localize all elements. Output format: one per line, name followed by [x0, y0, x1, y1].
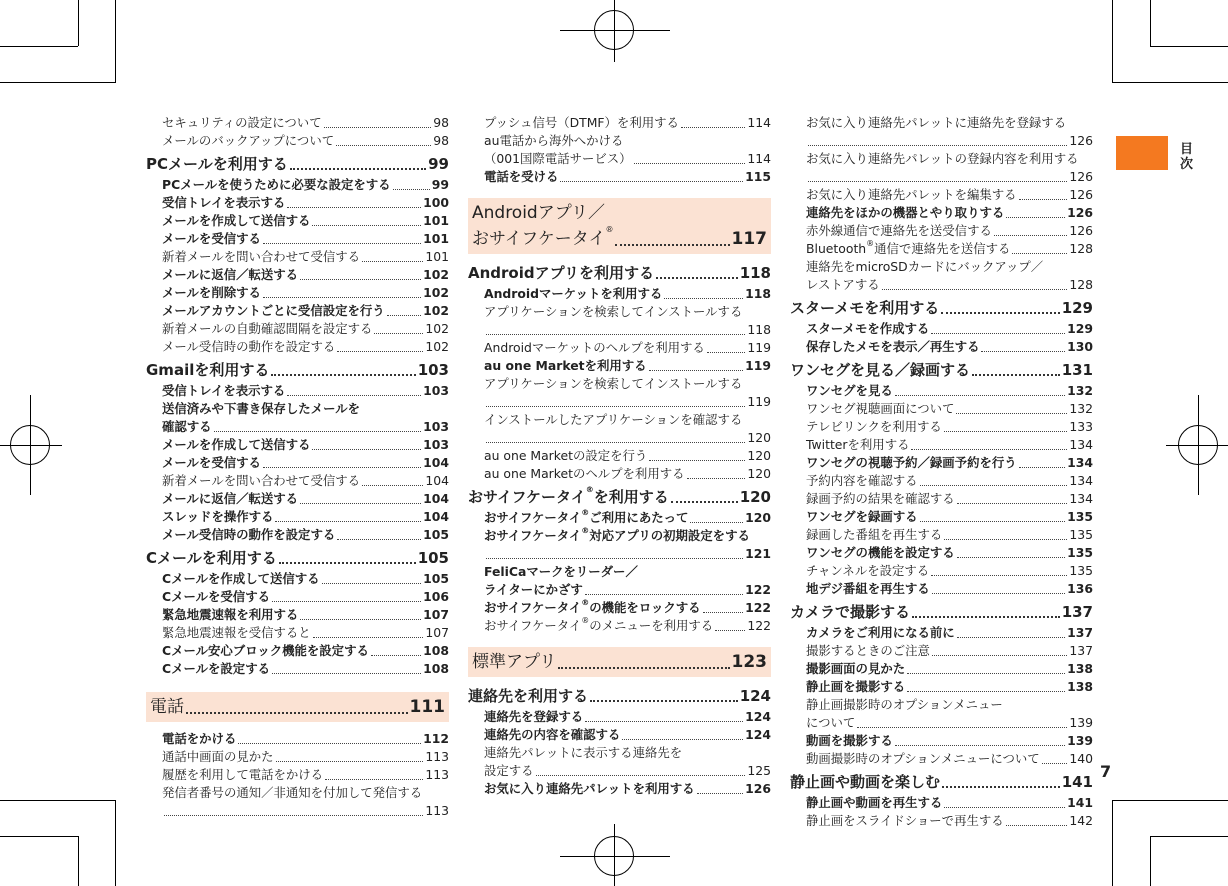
- toc-entry[interactable]: ワンセグの機能を設定する 135: [806, 545, 1093, 560]
- toc-entry[interactable]: お気に入り連絡先パレットを編集する 126: [806, 187, 1093, 202]
- toc-entry[interactable]: について 139: [806, 715, 1093, 730]
- toc-entry[interactable]: 受信トレイを表示する 100: [162, 195, 449, 210]
- toc-entry-line[interactable]: インストールしたアプリケーションを確認する: [484, 412, 743, 427]
- toc-entry[interactable]: ワンセグを録画する 135: [806, 509, 1093, 524]
- toc-entry[interactable]: 126: [790, 168, 1093, 186]
- chapter-band: [468, 647, 771, 677]
- toc-entry[interactable]: Cメールを設定する 108: [162, 661, 449, 676]
- toc-entry-line[interactable]: 連絡先をmicroSDカードにバックアップ／: [806, 259, 1044, 274]
- toc-entry-line[interactable]: おサイフケータイ®対応アプリの初期設定をする: [484, 526, 750, 543]
- toc-chapter[interactable]: 標準アプリ 123: [472, 652, 767, 672]
- toc-entry[interactable]: メールを削除する 102: [162, 285, 449, 300]
- chapter-tab: [1116, 136, 1168, 170]
- toc-section[interactable]: PCメールを利用する 99: [146, 155, 449, 173]
- toc-entry[interactable]: メールに返信／転送する 104: [162, 491, 449, 506]
- toc-entry[interactable]: メールを作成して送信する 101: [162, 213, 449, 228]
- toc-entry[interactable]: 新着メールを問い合わせて受信する 101: [162, 249, 449, 264]
- toc-entry[interactable]: 静止画や動画を再生する 141: [806, 795, 1093, 810]
- toc-entry[interactable]: 動画撮影時のオプションメニューについて 140: [806, 751, 1093, 766]
- toc-entry[interactable]: 126: [790, 132, 1093, 150]
- toc-entry[interactable]: 保存したメモを表示／再生する 130: [806, 339, 1093, 354]
- toc-entry-line[interactable]: お気に入り連絡先パレットの登録内容を利用する: [806, 151, 1079, 166]
- toc-entry[interactable]: メールアカウントごとに受信設定を行う 102: [162, 303, 449, 318]
- toc-entry[interactable]: au one Marketのヘルプを利用する 120: [484, 466, 771, 481]
- toc-entry[interactable]: 地デジ番組を再生する 136: [806, 581, 1093, 596]
- toc-entry[interactable]: スターメモを作成する 129: [806, 321, 1093, 336]
- toc-entry[interactable]: プッシュ信号（DTMF）を利用する 114: [484, 115, 771, 130]
- chapter-band: [468, 198, 771, 254]
- toc-entry[interactable]: チャンネルを設定する 135: [806, 563, 1093, 578]
- toc-entry[interactable]: お気に入り連絡先パレットを利用する 126: [484, 781, 771, 796]
- toc-entry[interactable]: Bluetooth®通信で連絡先を送信する 128: [806, 239, 1093, 256]
- toc-entry[interactable]: 予約内容を確認する 134: [806, 473, 1093, 488]
- toc-column-3: [790, 114, 1093, 830]
- toc-entry[interactable]: 赤外線通信で連絡先を送受信する 126: [806, 223, 1093, 238]
- toc-section[interactable]: Gmailを利用する 103: [146, 361, 449, 379]
- toc-entry[interactable]: 静止画を撮影する 138: [806, 679, 1093, 694]
- toc-entry[interactable]: 電話を受ける 115: [484, 169, 771, 184]
- chapter-tab-label: 目 次: [1180, 142, 1194, 172]
- toc-entry[interactable]: 電話をかける 112: [162, 731, 449, 746]
- toc-entry-line[interactable]: FeliCaマークをリーダー／: [484, 564, 638, 579]
- toc-chapter-line[interactable]: Androidアプリ／: [472, 203, 606, 223]
- toc-entry[interactable]: Twitterを利用する 134: [806, 437, 1093, 452]
- toc-entry[interactable]: ワンセグを見る 132: [806, 383, 1093, 398]
- toc-section[interactable]: ワンセグを見る／録画する 131: [790, 361, 1093, 379]
- toc-entry[interactable]: Cメールを受信する 106: [162, 589, 449, 604]
- toc-entry[interactable]: 確認する 103: [162, 419, 449, 434]
- toc-entry[interactable]: Cメールを作成して送信する 105: [162, 571, 449, 586]
- toc-entry[interactable]: ワンセグの視聴予約／録画予約を行う 134: [806, 455, 1093, 470]
- toc-entry[interactable]: 録画予約の結果を確認する 134: [806, 491, 1093, 506]
- toc-entry[interactable]: 119: [468, 393, 771, 411]
- toc-entry[interactable]: 連絡先の内容を確認する 124: [484, 727, 771, 742]
- toc-entry[interactable]: PCメールを使うために必要な設定をする 99: [162, 177, 449, 192]
- toc-entry[interactable]: 連絡先を登録する 124: [484, 709, 771, 724]
- toc-entry-line[interactable]: アプリケーションを検索してインストールする: [484, 376, 743, 391]
- toc-entry[interactable]: 受信トレイを表示する 103: [162, 383, 449, 398]
- toc-entry[interactable]: メールに返信／転送する 102: [162, 267, 449, 282]
- toc-entry[interactable]: Androidマーケットのヘルプを利用する 119: [484, 340, 771, 355]
- toc-entry[interactable]: おサイフケータイ®の機能をロックする 122: [484, 598, 771, 615]
- toc-entry[interactable]: メール受信時の動作を設定する 102: [162, 339, 449, 354]
- toc-section[interactable]: Cメールを利用する 105: [146, 549, 449, 567]
- toc-entry[interactable]: ライターにかざす 122: [484, 582, 771, 597]
- toc-entry[interactable]: メールのバックアップについて 98: [162, 133, 449, 148]
- toc-entry[interactable]: （001国際電話サービス） 114: [484, 151, 771, 166]
- toc-entry[interactable]: 新着メールの自動確認間隔を設定する 102: [162, 321, 449, 336]
- chapter-band: [146, 692, 449, 722]
- toc-entry[interactable]: メールを受信する 101: [162, 231, 449, 246]
- toc-entry[interactable]: レストアする 128: [806, 277, 1093, 292]
- toc-entry-line[interactable]: 送信済みや下書き保存したメールを: [162, 401, 361, 416]
- toc-entry[interactable]: 121: [468, 545, 771, 563]
- toc-entry[interactable]: おサイフケータイ®のメニューを利用する 122: [484, 616, 771, 633]
- toc-entry-line[interactable]: お気に入り連絡先パレットに連絡先を登録する: [806, 115, 1067, 130]
- page-number: 7: [1100, 762, 1112, 781]
- toc-entry[interactable]: メールを受信する 104: [162, 455, 449, 470]
- toc-entry[interactable]: au one Marketを利用する 119: [484, 358, 771, 373]
- toc-chapter[interactable]: おサイフケータイ® 117: [472, 225, 767, 249]
- toc-section[interactable]: スターメモを利用する 129: [790, 299, 1093, 317]
- toc-section[interactable]: おサイフケータイ®を利用する 120: [468, 485, 771, 506]
- toc-entry-line[interactable]: au電話から海外へかける: [484, 133, 624, 148]
- toc-entry[interactable]: 通話中画面の見かた 113: [162, 749, 449, 764]
- toc-entry[interactable]: ワンセグ視聴画面について 132: [806, 401, 1093, 416]
- toc-entry[interactable]: 113: [146, 802, 449, 820]
- toc-entry[interactable]: メールを作成して送信する 103: [162, 437, 449, 452]
- toc-entry-line[interactable]: 静止画撮影時のオプションメニュー: [806, 697, 1003, 712]
- toc-entry[interactable]: 緊急地震速報を利用する 107: [162, 607, 449, 622]
- toc-entry[interactable]: カメラをご利用になる前に 137: [806, 625, 1093, 640]
- toc-entry[interactable]: 新着メールを問い合わせて受信する 104: [162, 473, 449, 488]
- toc-entry[interactable]: au one Marketの設定を行う 120: [484, 448, 771, 463]
- toc-entry[interactable]: Androidマーケットを利用する 118: [484, 286, 771, 301]
- toc-entry[interactable]: 撮影画面の見かた 138: [806, 661, 1093, 676]
- toc-entry[interactable]: スレッドを操作する 104: [162, 509, 449, 524]
- toc-entry[interactable]: 120: [468, 429, 771, 447]
- toc-entry[interactable]: メール受信時の動作を設定する 105: [162, 527, 449, 542]
- toc-column-1: [146, 114, 449, 820]
- toc-entry[interactable]: 撮影するときのご注意 137: [806, 643, 1093, 658]
- toc-entry[interactable]: 録画した番組を再生する 135: [806, 527, 1093, 542]
- toc-entry[interactable]: セキュリティの設定について 98: [162, 115, 449, 130]
- toc-entry-line[interactable]: 発信者番号の通知／非通知を付加して発信する: [162, 785, 423, 800]
- toc-column-2: [468, 114, 771, 798]
- toc-section[interactable]: カメラで撮影する 137: [790, 603, 1093, 621]
- toc-entry[interactable]: 履歴を利用して電話をかける 113: [162, 767, 449, 782]
- toc-section[interactable]: 静止画や動画を楽しむ 141: [790, 773, 1093, 791]
- toc-entry[interactable]: テレビリンクを利用する 133: [806, 419, 1093, 434]
- toc-chapter[interactable]: 電話 111: [150, 697, 445, 717]
- toc-entry[interactable]: 動画を撮影する 139: [806, 733, 1093, 748]
- toc-entry[interactable]: 118: [468, 321, 771, 339]
- toc-entry[interactable]: 設定する 125: [484, 763, 771, 778]
- toc-entry-line[interactable]: アプリケーションを検索してインストールする: [484, 304, 743, 319]
- toc-entry[interactable]: おサイフケータイ®ご利用にあたって 120: [484, 508, 771, 525]
- toc-section[interactable]: Androidアプリを利用する 118: [468, 264, 771, 282]
- toc-entry[interactable]: 連絡先をほかの機器とやり取りする 126: [806, 205, 1093, 220]
- toc-entry-line[interactable]: 連絡先パレットに表示する連絡先を: [484, 745, 683, 760]
- toc-entry[interactable]: 緊急地震速報を受信すると 107: [162, 625, 449, 640]
- toc-entry[interactable]: Cメール安心ブロック機能を設定する 108: [162, 643, 449, 658]
- toc-entry[interactable]: 静止画をスライドショーで再生する 142: [806, 813, 1093, 828]
- toc-section[interactable]: 連絡先を利用する 124: [468, 687, 771, 705]
